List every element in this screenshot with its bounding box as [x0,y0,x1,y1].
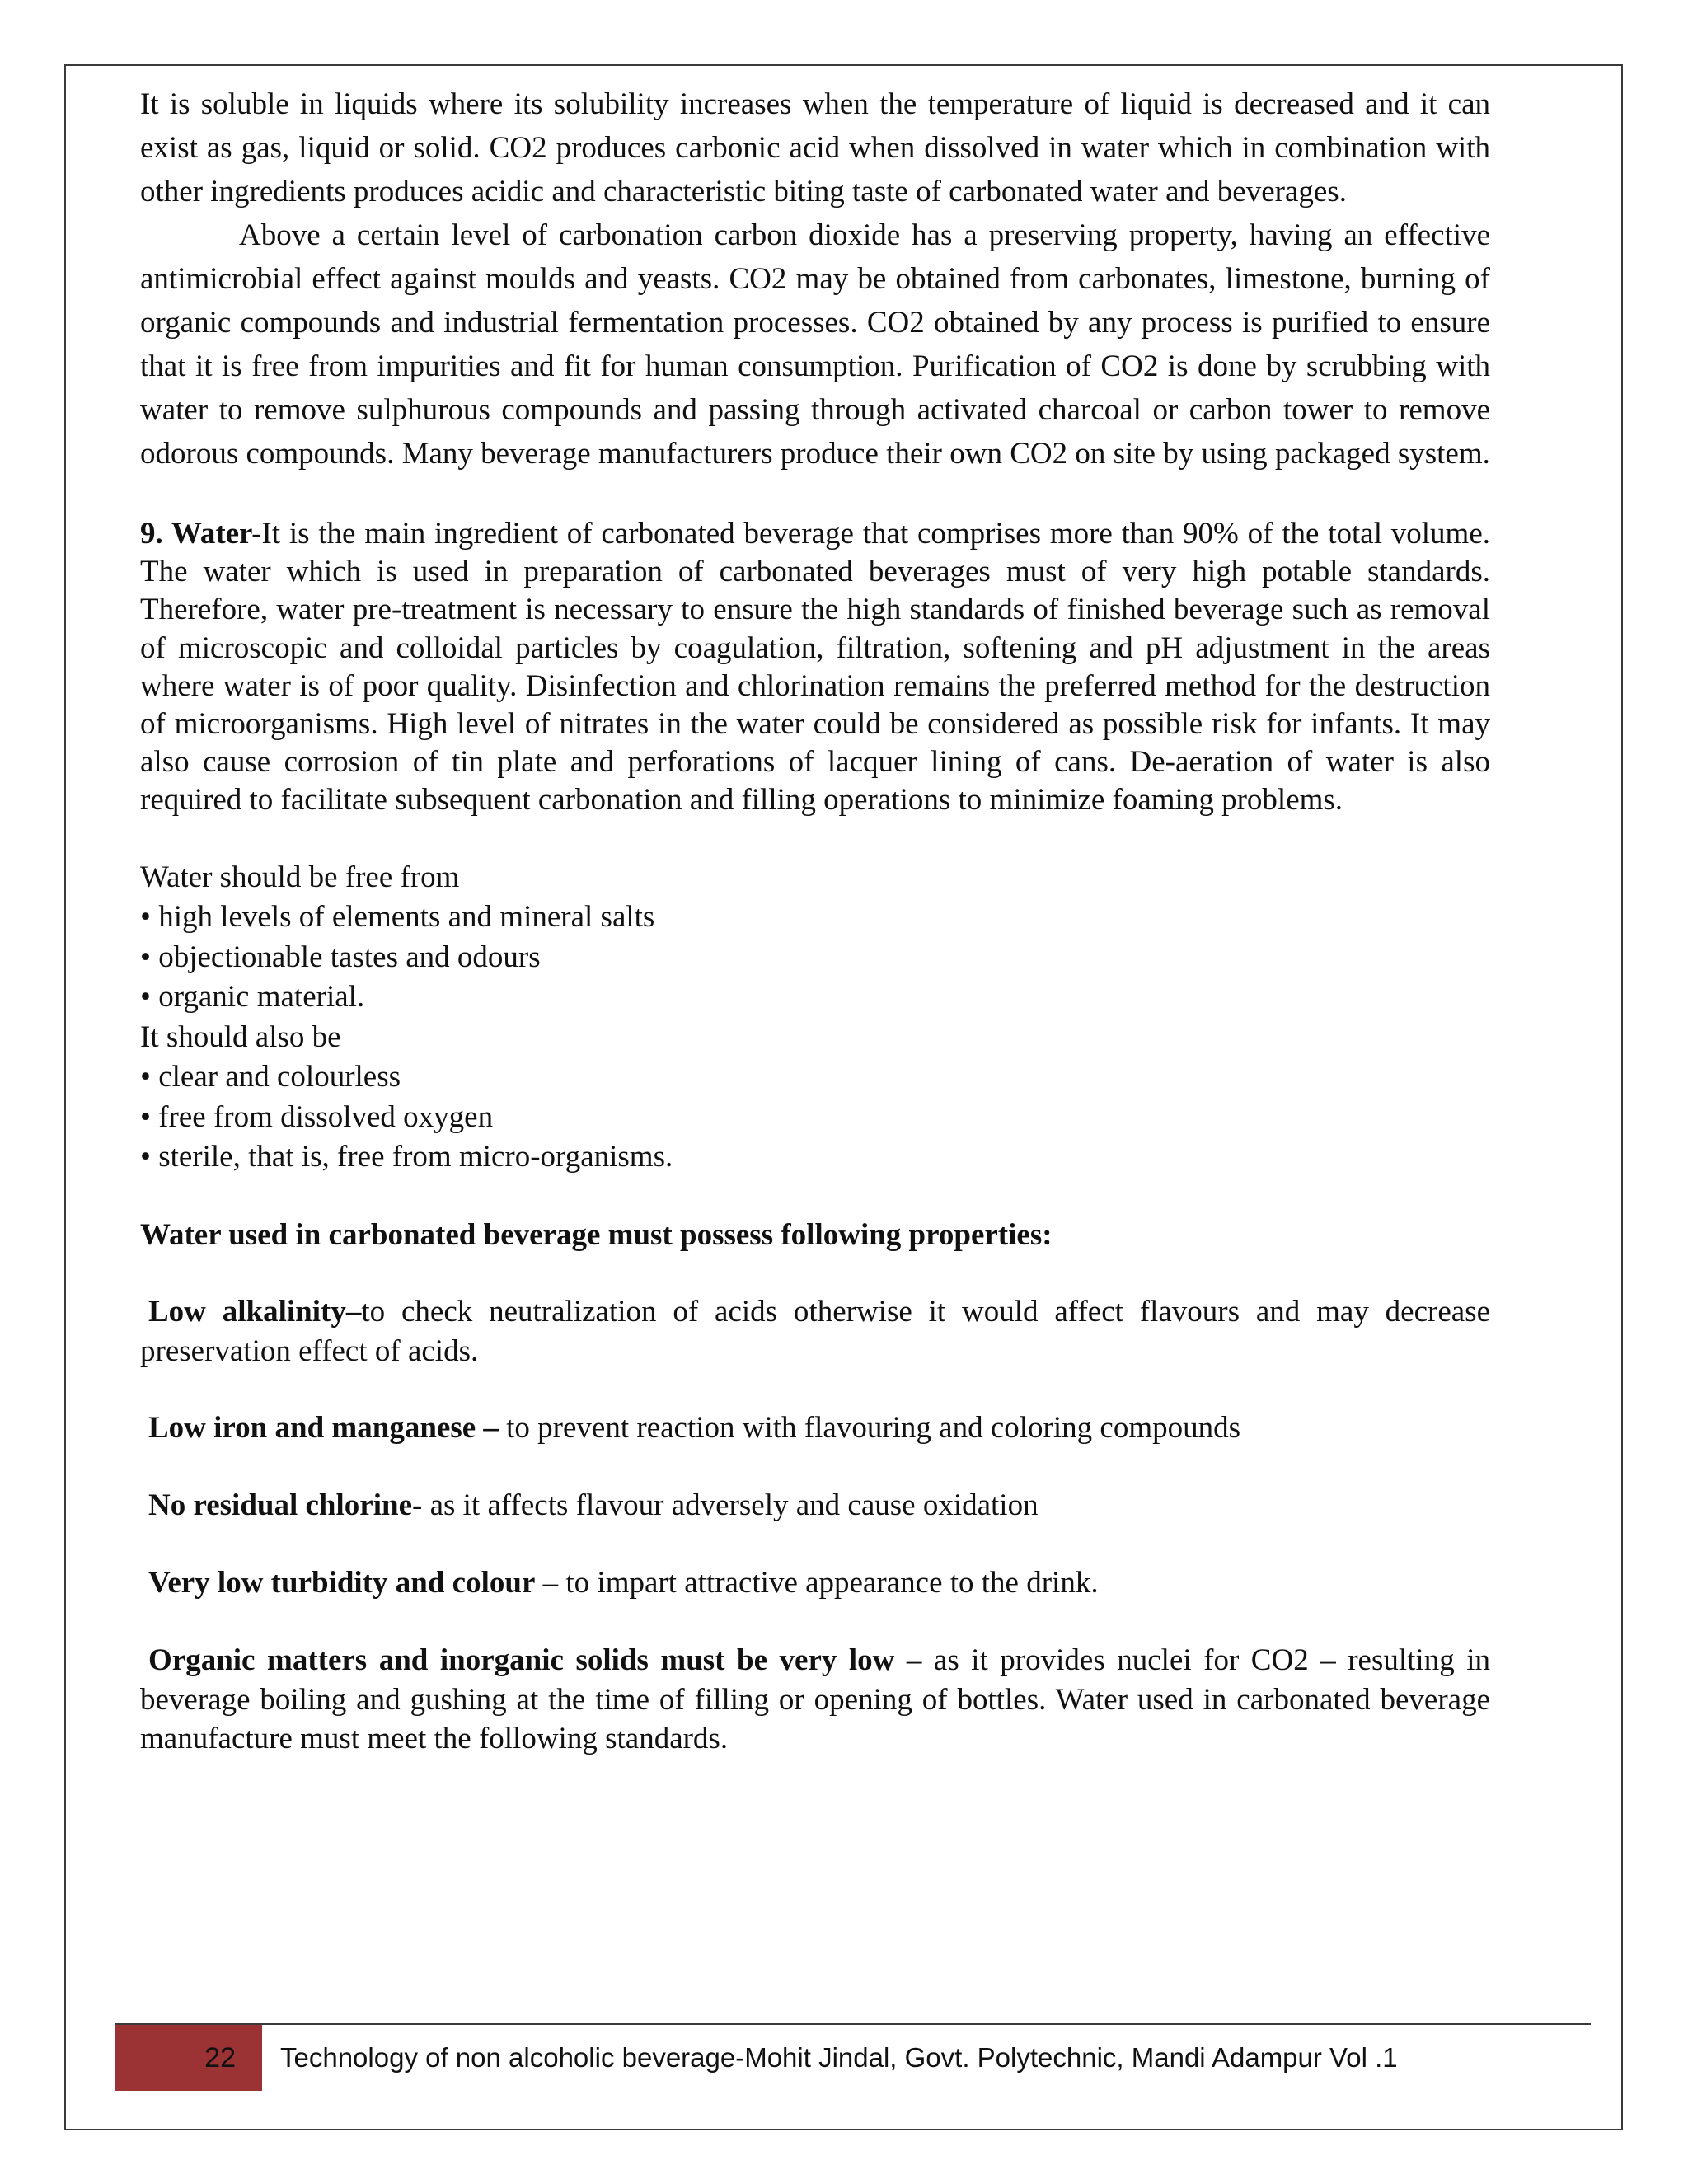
spacer [140,1449,1490,1487]
property-term: No residual chlorine- [148,1488,423,1522]
property-desc: – to impart attractive appearance to the drink. [535,1565,1099,1600]
should-be-intro: It should also be [140,1019,341,1054]
page-number: 22 [115,2025,262,2091]
footer-text: Technology of non alcoholic beverage-Mohit Jindal, Govt. Polytechnic, Mandi Adampur Vol .1 [280,2042,1398,2073]
paragraph-co2-solubility: It is soluble in liquids where its solubility increases when the temperature of liquid is decreased and it can exist as gas, liquid or solid. CO2 produces carbonic acid when dissolved in water which in combination with other ingredients produces acidic and characteristic biting taste of carbonated water and beverages. [140,87,1490,209]
list-item: • high levels of elements and mineral salts [140,900,655,935]
property-desc: – as it provides nuclei for CO2 – resulting in beverage boiling and gushing at the time of filling or opening of bottles. Water used in carbonated beverage manufacture must meet the following standards. [140,1643,1490,1755]
section-heading-water: 9. Water- [140,517,262,551]
properties-heading-text: Water used in carbonated beverage must possess following properties: [140,1217,1053,1252]
property-term: Organic matters and inorganic solids must be very low [148,1643,895,1678]
property-term: Low alkalinity– [148,1295,362,1329]
page-content [140,82,1490,1758]
free-from-intro: Water should be free from [140,860,460,894]
spacer [140,1604,1490,1642]
property-term: Very low turbidity and colour [148,1565,536,1600]
list-item: • sterile, that is, free from micro-organisms. [140,1140,673,1174]
property-desc: to prevent reaction with flavouring and coloring compounds [498,1410,1240,1445]
property-desc: as it affects flavour adversely and cause oxidation [422,1488,1039,1522]
section-water [140,515,1490,820]
spacer [140,1255,1490,1293]
list-item: • objectionable tastes and odours [140,940,541,974]
property-term: Low iron and manganese – [148,1410,499,1445]
list-item: • clear and colourless [140,1060,401,1094]
spacer [140,476,1490,515]
property-item [140,1487,1490,1526]
spacer [140,1526,1490,1564]
property-item [140,1409,1490,1449]
list-item: • organic material. [140,980,365,1015]
paragraph-co2-preservation: Above a certain level of carbonation carbon dioxide has a preserving property, having an effective antimicrobial effect against moulds and yeasts. CO2 may be obtained from carbonates, limestone, burning of organic compounds and industrial fermentation processes. CO2 obtained by any process is purified to ensure that it is free from impurities and fit for human consumption. Purification of CO2 is done by scrubbing with water to remove sulphurous compounds and passing through activated charcoal or carbon tower to remove odorous compounds. Many beverage manufacturers produce their own CO2 on site by using packaged system. [140,218,1490,471]
properties-heading [140,1216,1490,1256]
list-item: • free from dissolved oxygen [140,1099,494,1134]
spacer [140,820,1490,858]
property-item [140,1642,1490,1758]
spacer [140,1371,1490,1409]
property-desc: to check neutralization of acids otherwise it would affect flavours and may decrease preservation effect of acids. [140,1295,1490,1369]
spacer [140,1178,1490,1216]
property-item [140,1293,1490,1371]
property-item [140,1564,1490,1604]
section-body-water: It is the main ingredient of carbonated beverage that comprises more than 90% of the total volume. The water which is used in preparation of carbonated beverages must of very high potable standards. Therefore, water pre-treatment is necessary to ensure the high standards of finished beverage such as removal of microscopic and colloidal particles by coagulation, filtration, softening and pH adjustment in the areas where water is of poor quality. Disinfection and chlorination remains the preferred method for the destruction of microorganisms. High level of nitrates in the water could be considered as possible risk for infants. It may also cause corrosion of tin plate and perforations of lacquer lining of cans. De-aeration of water is also required to facilitate subsequent carbonation and filling operations to minimize foaming problems. [140,517,1490,818]
